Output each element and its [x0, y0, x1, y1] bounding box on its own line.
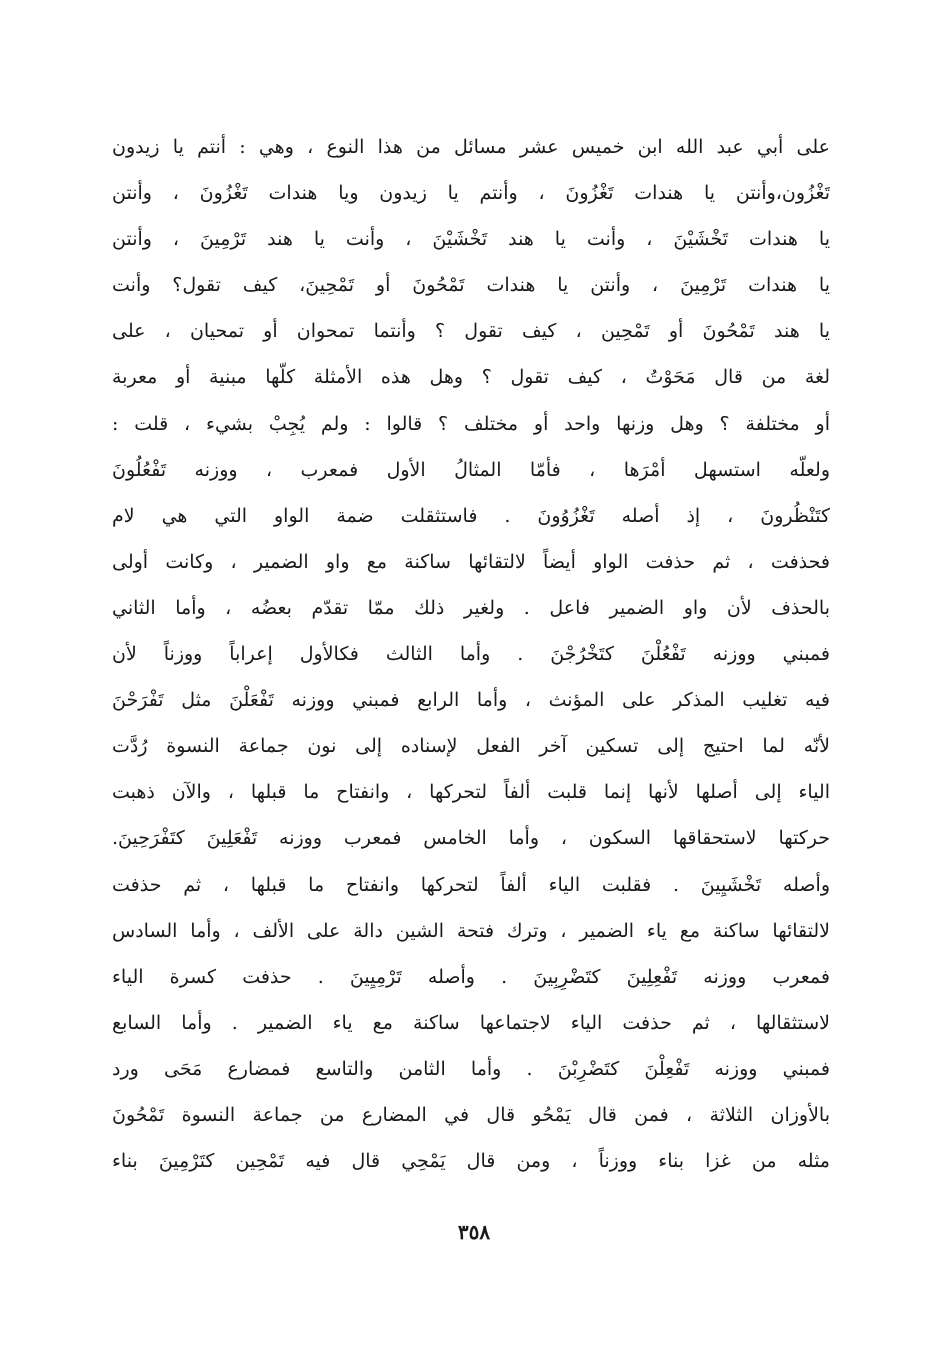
- text-line: يا هند تَمْحُونَ أو تَمْحِين ، كيف تقول ؟ وأنتما تمحوان أو تمحيان ، على: [112, 320, 830, 343]
- text-line: فمبني ووزنه تَفْعُلْنَ كتَخْرُجْنَ . وأما الثالث فكالأول إعراباً ووزناً لأن: [112, 643, 830, 666]
- text-line: فمبني ووزنه تَفْعِلْنَ كتَضْرِبْنَ . وأما الثامن والتاسع فمضارع مَحَى ورد: [112, 1057, 830, 1080]
- text-line: يا هندات تَخْشَيْنَ ، وأنت يا هند تَخْشَيْنَ ، وأنت يا هند تَرْمِينَ ، وأنتن: [112, 228, 830, 251]
- text-line: الياء إلى أصلها لأنها إنما قلبت ألفاً لتحركها ، وانفتاح ما قبلها ، والآن ذهبت: [112, 781, 830, 804]
- text-line: تَغْزُون،وأنتن يا هندات تَغْزُونَ ، وأنتم يا زيدون ويا هندات تَغْزُونَ ، وأنتن: [112, 182, 830, 205]
- text-line: على أبي عبد الله ابن خميس عشر مسائل من هذا النوع ، وهي : أنتم يا زيدون: [112, 136, 830, 158]
- text-line: بالأوزان الثلاثة ، فمن قال يَمْحُو قال في المضارع من جماعة النسوة تَمْحُونَ: [112, 1103, 830, 1126]
- text-line: لغة من قال مَحَوْتُ ، كيف تقول ؟ وهل هذه الأمثلة كلّها مبنية أو معربة: [112, 366, 830, 389]
- body-text: [112, 124, 830, 1184]
- text-line: لأنّه لما احتيج إلى تسكين آخر الفعل لإسناده إلى نون جماعة النسوة رُدَّت: [112, 735, 830, 758]
- text-line: فحذفت ، ثم حذفت الواو أيضاً لالتقائها ساكنة مع واو الضمير ، وكانت أولى: [112, 550, 830, 573]
- text-line: أو مختلفة ؟ وهل وزنها واحد أو مختلف ؟ قالوا : ولم يُجِبْ بشيء ، قلت :: [112, 412, 830, 435]
- text-line: لالتقائها ساكنة مع ياء الضمير ، وترك فتحة الشين دالة على الألف ، وأما السادس: [112, 919, 830, 942]
- text-line: يا هندات تَرْمِينَ ، وأنتن يا هندات تَمْحُونَ أو تَمْحِينَ، كيف تقول؟ وأنت: [112, 274, 830, 297]
- text-line: فمعرب ووزنه تَفْعِلِينَ كتَضْرِبِينَ . وأصله تَرْمِيِينَ . حذفت كسرة الياء: [112, 965, 830, 988]
- text-line: ولعلّه استسهل أمْرَها ، فأمّا المثالُ الأول فمعرب ، ووزنه تَفْعُلُونَ: [112, 458, 830, 481]
- page-number: ٣٥٨: [457, 1220, 491, 1244]
- text-line: بالحذف لأن واو الضمير فاعل . ولغير ذلك ممّا تقدّم بعضُه ، وأما الثاني: [112, 596, 830, 619]
- text-line: فيه تغليب المذكر على المؤنث ، وأما الرابع فمبني ووزنه تَفْعَلْنَ مثل تَفْرَحْنَ: [112, 689, 830, 712]
- text-line: لاستثقالها ، ثم حذفت الياء لاجتماعها ساكنة مع ياء الضمير . وأما السابع: [112, 1011, 830, 1034]
- text-line: حركتها لاستحقاقها السكون ، وأما الخامس فمعرب ووزنه تَفْعَلِينَ كتَفْرَحِينَ.: [112, 827, 830, 850]
- text-line: كتَنْظُرونَ ، إذ أصله تَغْزُوُونَ . فاستثقلت ضمة الواو التي هي لام: [112, 504, 830, 527]
- text-line: وأصله تَخْشَيِينَ . فقلبت الياء ألفاً لتحركها وانفتاح ما قبلها ، ثم حذفت: [112, 873, 830, 896]
- text-line: مثله من غزا بناء ووزناً ، ومن قال يَمْحِي قال فيه تَمْحِين كتَرْمِينَ بناء: [112, 1150, 830, 1173]
